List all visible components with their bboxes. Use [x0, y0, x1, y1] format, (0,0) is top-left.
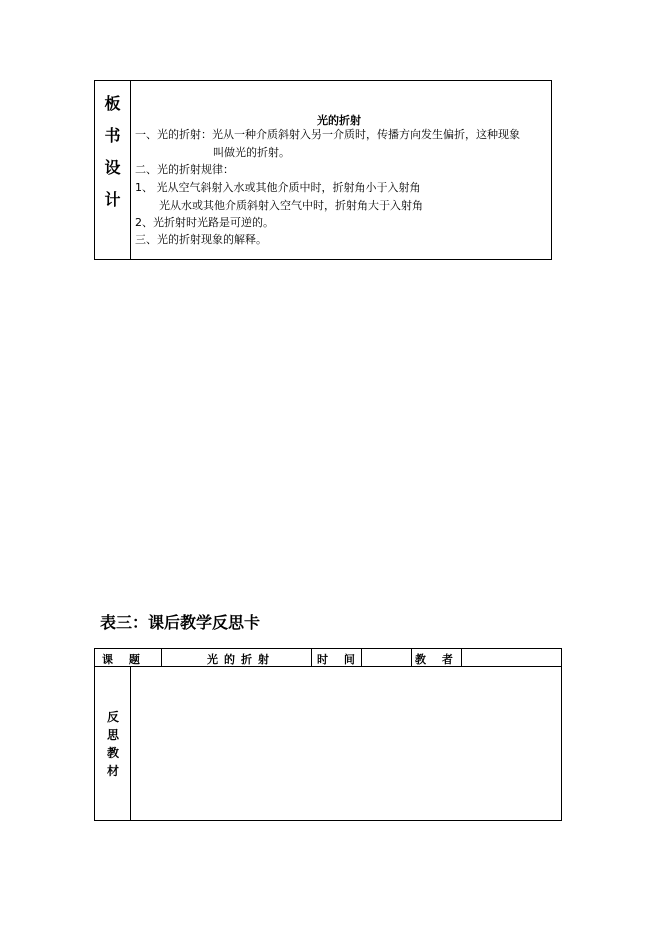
teacher-label: 教 者 — [415, 653, 459, 666]
reflection-card-heading: 表三：课后教学反思卡 — [100, 613, 261, 632]
reflection-card-table — [94, 648, 562, 821]
topic-label: 课 题 — [102, 653, 146, 666]
board-label-char: 板 — [104, 94, 121, 113]
board-design-table — [94, 80, 552, 260]
topic-value: 光的折射 — [207, 653, 275, 666]
board-line: 1、 光从空气斜射入水或其他介质中时，折射角小于入射角 — [135, 181, 421, 194]
board-line: 三、光的折射现象的解释。 — [135, 233, 267, 246]
header-divider — [411, 649, 412, 666]
header-divider — [161, 649, 162, 666]
header-divider — [361, 649, 362, 666]
board-line: 叫做光的折射。 — [213, 146, 290, 159]
board-column-divider — [130, 81, 131, 259]
header-divider — [311, 649, 312, 666]
side-label-char: 材 — [106, 763, 119, 778]
board-design-label — [95, 81, 130, 259]
board-label-char: 书 — [104, 126, 121, 145]
header-divider — [461, 649, 462, 666]
board-label-char: 设 — [104, 158, 121, 177]
board-line: 一、光的折射：光从一种介质斜射入另一介质时，传播方向发生偏折，这种现象 — [135, 128, 520, 141]
board-line: 光从水或其他介质斜射入空气中时，折射角大于入射角 — [159, 199, 423, 212]
side-label-char: 教 — [106, 745, 119, 760]
board-line: 二、光的折射规律： — [135, 163, 234, 176]
board-label-char: 计 — [104, 190, 121, 209]
side-label-char: 思 — [106, 727, 119, 742]
reflection-side-label — [95, 667, 131, 820]
side-label-char: 反 — [106, 709, 119, 724]
board-title: 光的折射 — [317, 114, 361, 127]
time-label: 时 间 — [317, 653, 361, 666]
board-line: 2、光折射时光路是可逆的。 — [135, 216, 274, 229]
header-row-border — [95, 666, 561, 667]
